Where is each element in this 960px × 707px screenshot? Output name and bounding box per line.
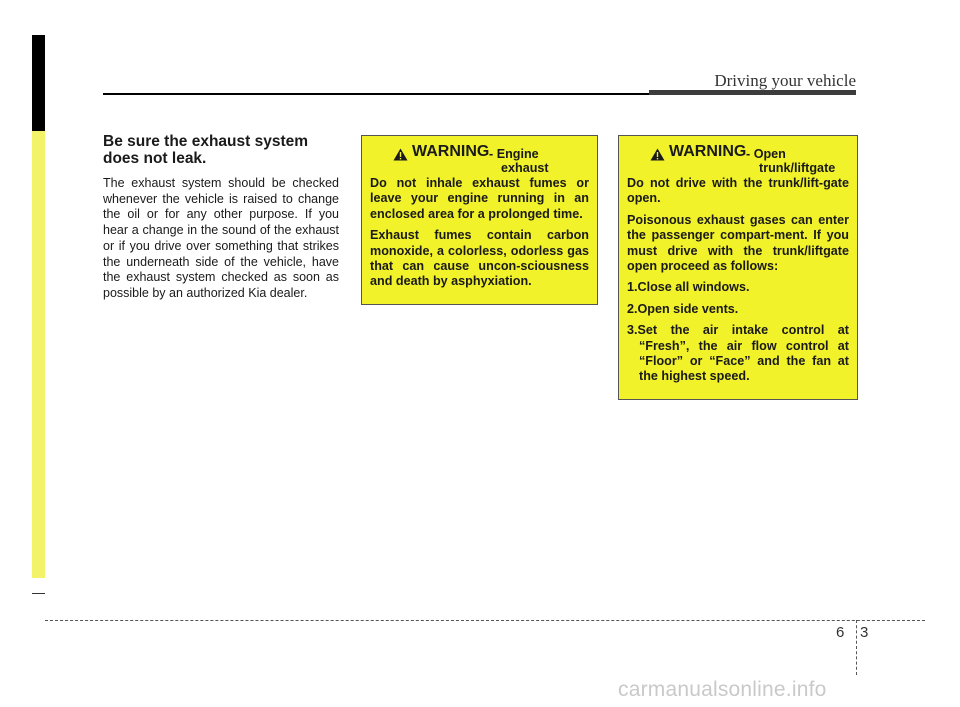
warning-subtitle-line2: exhaust (501, 161, 549, 175)
side-tab (32, 131, 45, 578)
warning-paragraph: Do not inhale exhaust fumes or leave your engine running in an enclosed area for a prolonged time. (370, 176, 589, 221)
warning-subtitle-line2: trunk/liftgate (759, 161, 836, 175)
warning-steps (627, 280, 849, 384)
warning-step: 1.Close all windows. (627, 280, 750, 295)
warning-word: WARNING (412, 143, 490, 160)
warning-header (370, 144, 589, 176)
page-header-title: Driving your vehicle (714, 71, 856, 90)
exhaust-section (103, 133, 339, 302)
warning-subtitle: - Open (746, 147, 786, 161)
header-rule-accent (649, 90, 856, 95)
crop-mark (32, 593, 45, 594)
watermark: carmanualsonline.info (618, 678, 827, 701)
warning-paragraph: Poisonous exhaust gases can enter the passenger compart-ment. If you must drive with the trunk/liftgate open proceed as follows: (627, 212, 849, 274)
page-number: 3 (860, 624, 869, 641)
warning-header (627, 144, 849, 176)
footer-rule (45, 620, 925, 621)
warning-paragraph: Exhaust fumes contain carbon monoxide, a colorless, odorless gas that can cause uncon-sciousness and death by asphyxiation. (370, 228, 589, 289)
warning-open-trunk (618, 135, 858, 400)
section-body: The exhaust system should be checked whenever the vehicle is raised to change the oil or for any other purpose. If you hear a change in the sound of the exhaust or if you drive over something that strikes the underneath side of the vehicle, have the exhaust system checked as soon as possible by an authorized Kia dealer. (103, 176, 339, 300)
chapter-number: 6 (836, 624, 845, 641)
warning-triangle-icon (650, 148, 665, 161)
section-heading: Be sure the exhaust system does not leak. (103, 133, 309, 167)
warning-step: 3.Set the air intake control at “Fresh”, the air flow control at “Floor” or “Face” and the fan at the highest speed. (627, 323, 849, 384)
footer-divider (856, 620, 857, 675)
warning-subtitle: - Engine (489, 147, 539, 161)
side-tab-top (32, 35, 45, 131)
warning-paragraph: Do not drive with the trunk/lift-gate open. (627, 176, 849, 206)
warning-triangle-icon (393, 148, 408, 161)
warning-engine-exhaust (361, 135, 598, 305)
warning-step: 2.Open side vents. (627, 301, 739, 316)
warning-word: WARNING (669, 143, 747, 160)
